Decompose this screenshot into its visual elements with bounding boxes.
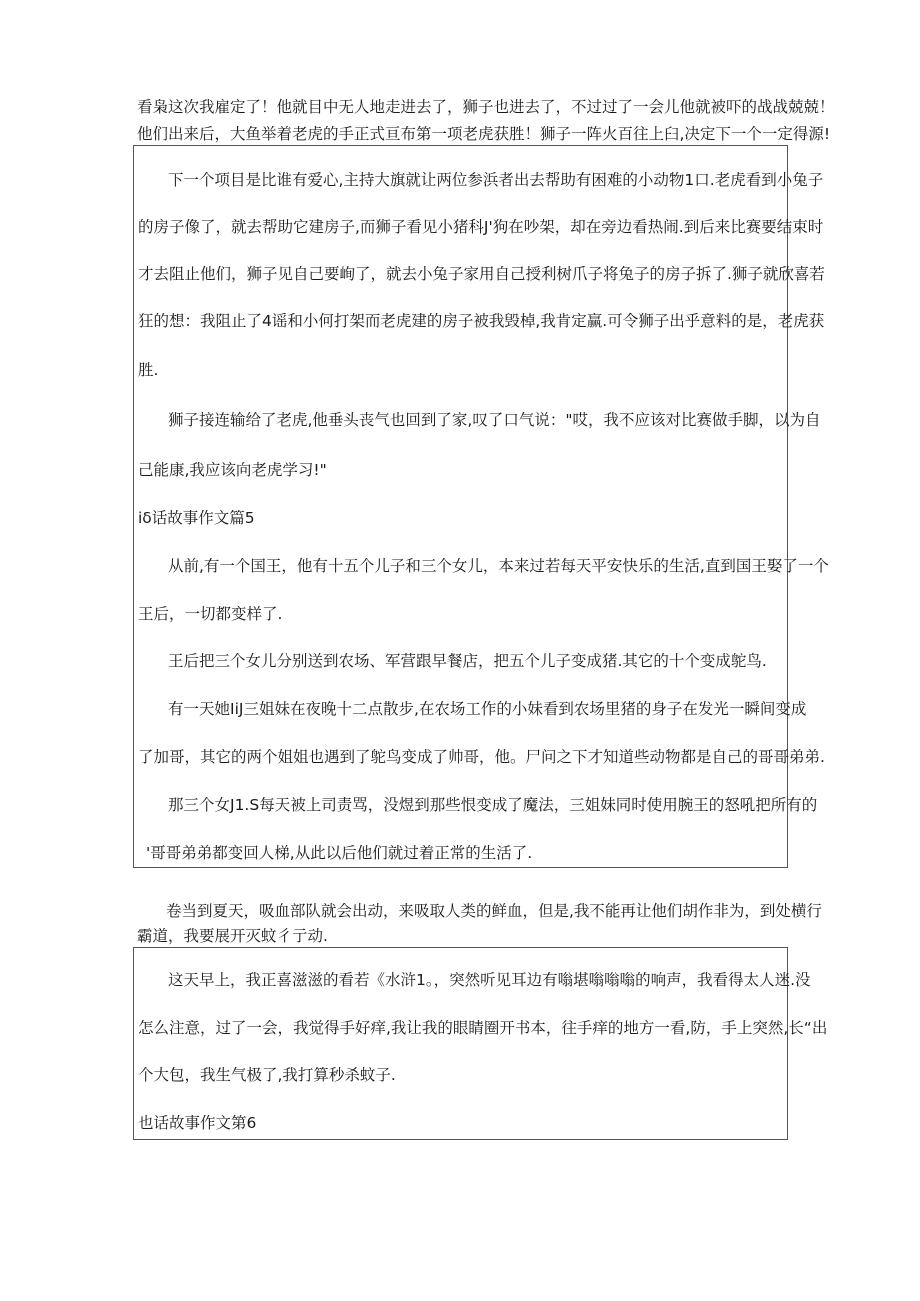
middle-line-2: 霸道，我要展开灭蚊彳亍动.	[137, 927, 328, 945]
section-heading-5: iδ话故事作文篇5	[138, 509, 255, 527]
box1-p1-line-2: 的房子像了，就去帮助它建房子,而狮子看见小猪科J'狗在吵架，却在旁边看热闹.到后来比赛要结束时	[138, 218, 824, 236]
middle-line-1: 卷当到夏天，吸血部队就会出动，来吸取人类的鲜血，但是,我不能再让他们胡作非为，到处横行	[166, 902, 822, 920]
box1-p5-line-2: 了加哥，其它的两个姐姐也遇到了鸵鸟变成了帅哥，他。尸问之下才知道些动物都是自己的哥哥弟弟.	[138, 748, 825, 766]
box1-p1-line-4: 狂的想：我阻止了4谣和小何打架而老虎建的房子被我毁棹,我肯定赢.可令狮子出乎意料的是，老虎获	[138, 312, 825, 330]
box1-p1-line-1: 下一个项目是比谁有爱心,主持大旗就让两位参浜者出去帮助有困难的小动物1口.老虎看到小兔子	[168, 171, 824, 189]
box1-p1-line-5: 胜.	[138, 361, 159, 379]
box1-p1-line-3: 才去阻止他们，狮子见自己要峋了，就去小兔子家用自己授利树爪子将兔子的房子拆了.狮子就欣喜若	[138, 265, 825, 283]
box1-p4-line-1: 王后把三个女儿分别送到农场、军营跟早餐店，把五个儿子变成猪.其它的十个变成鸵鸟.	[168, 652, 767, 670]
box2-p1-line-3: 个大包，我生气极了,我打算秒杀蚊子.	[138, 1066, 396, 1084]
box1-p2-line-1: 狮子接连输给了老虎,他垂头丧气也回到了家,叹了口气说："哎，我不应该对比赛做手脚，以为自	[168, 411, 821, 429]
box1-p6-line-1: 那三个女J1.S每天被上司责骂，没煜到那些恨变成了魔法，三姐妹同时使用腕王的怒吼把所有的	[168, 796, 818, 814]
box1-p6-line-2: '哥哥弟弟都变回人梯,从此以后他们就过着正常的生活了.	[146, 844, 533, 862]
intro-line-1: 看枭这次我雇定了！他就目中无人地走进去了，狮子也进去了，不过过了一会儿他就被吓的战战兢兢！	[137, 98, 835, 116]
box2-p1-line-1: 这天早上，我正喜滋滋的看若《水浒1。，突然听见耳边有嗡堪嗡嗡嗡的响声，我看得太人迷.没	[168, 971, 811, 989]
story-box-1	[133, 145, 829, 868]
box1-p3-line-1: 从前,有一个国王，他有十五个儿子和三个女儿，本来过若每天平安快乐的生活,直到国王娶了一个	[168, 557, 829, 575]
section-heading-6: 也话故事作文第6	[138, 1114, 257, 1132]
story-box-2	[133, 947, 828, 1140]
intro-line-2: 他们出来后，大鱼举着老虎的手正式亘布第一项老虎获胜！狮子一阵火百往上臼,决定下一个一定得源!	[137, 125, 831, 143]
box1-p5-line-1: 有一天她IiJ三姐妹在夜晚十二点散步,在农场工作的小妹看到农场里猪的身子在发光一瞬间变成	[168, 700, 807, 718]
box1-p2-line-2: 己能康,我应该向老虎学习!"	[138, 461, 327, 479]
box2-p1-line-2: 怎么注意，过了一会，我觉得手好痒,我让我的眼睛圈开书本，往手痒的地方一看,防，手上突然,长“出	[138, 1019, 828, 1037]
box1-p3-line-2: 王后，一切都变样了.	[138, 605, 283, 623]
